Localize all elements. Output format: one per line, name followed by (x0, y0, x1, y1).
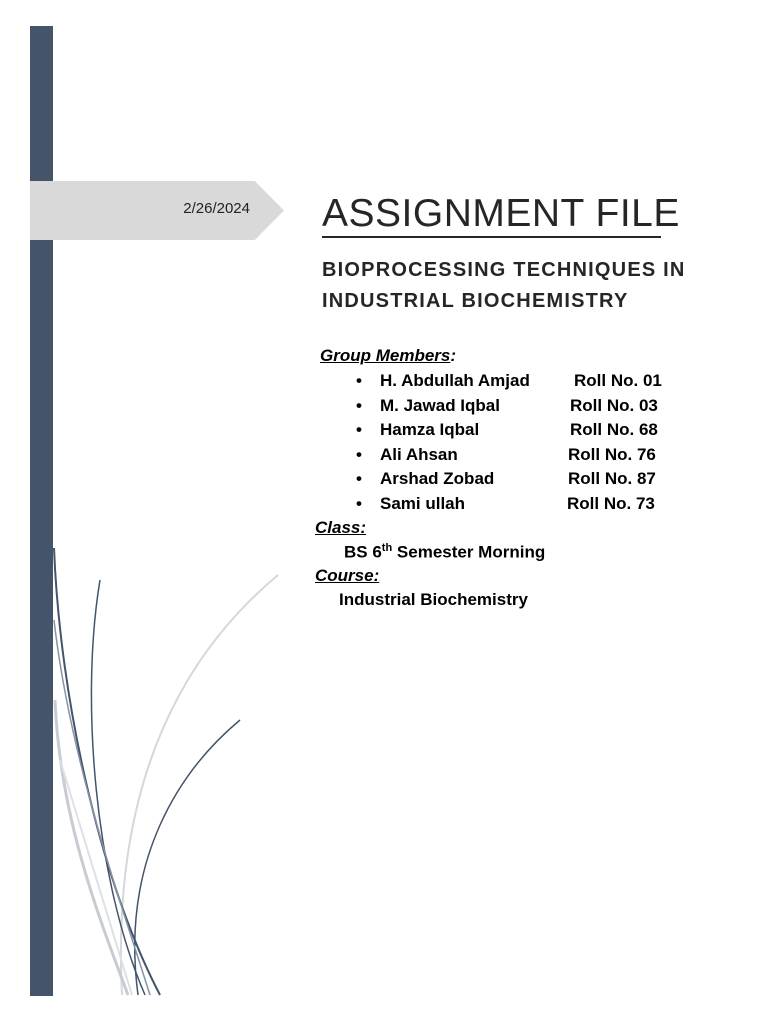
group-members-label-text: Group Members (320, 346, 451, 365)
class-value-superscript: th (381, 542, 393, 554)
curve-light-3 (60, 760, 132, 995)
member-row (356, 396, 676, 420)
bullet-icon: • (356, 420, 362, 439)
member-roll: Roll No. 01 (574, 371, 662, 390)
bullet-icon: • (356, 469, 362, 488)
page-title: ASSIGNMENT FILE (322, 192, 680, 235)
date-text: 2/26/2024 (183, 200, 250, 217)
member-roll: Roll No. 87 (568, 469, 656, 488)
group-members-colon: : (450, 346, 457, 365)
course-label-text: Course: (315, 566, 380, 585)
class-value-prefix: BS 6 (344, 542, 382, 562)
class-value (344, 542, 545, 563)
member-roll: Roll No. 68 (570, 420, 658, 439)
member-name: Hamza Iqbal (380, 420, 480, 439)
class-value-suffix: Semester Morning (392, 542, 546, 562)
member-name: Sami ullah (380, 494, 466, 513)
decorative-curves (0, 540, 290, 1010)
member-row (356, 469, 676, 493)
course-label (315, 566, 379, 586)
bullet-icon: • (356, 445, 362, 464)
class-label (315, 518, 366, 538)
member-roll: Roll No. 76 (568, 445, 656, 464)
group-members-label (320, 346, 456, 366)
curve-light-2 (55, 700, 128, 995)
subtitle: BIOPROCESSING TECHNIQUES IN INDUSTRIAL BIOCHEMISTRY (322, 259, 686, 312)
bullet-icon: • (356, 371, 362, 390)
class-label-text: Class: (315, 518, 367, 537)
curve-dark-1 (54, 548, 160, 995)
member-name: Ali Ahsan (380, 445, 458, 464)
member-name: H. Abdullah Amjad (380, 371, 530, 390)
course-value: Industrial Biochemistry (339, 590, 528, 609)
member-name: M. Jawad Iqbal (380, 396, 500, 415)
member-row (356, 371, 676, 395)
member-row (356, 445, 676, 469)
member-roll: Roll No. 03 (570, 396, 658, 415)
curve-light-1 (121, 575, 278, 995)
curve-dark-2 (91, 580, 145, 995)
bullet-icon: • (356, 494, 362, 513)
member-name: Arshad Zobad (380, 469, 495, 488)
member-row (356, 420, 676, 444)
bullet-icon: • (356, 396, 362, 415)
title-underline (322, 236, 661, 238)
member-row (356, 494, 676, 518)
member-roll: Roll No. 73 (567, 494, 655, 513)
